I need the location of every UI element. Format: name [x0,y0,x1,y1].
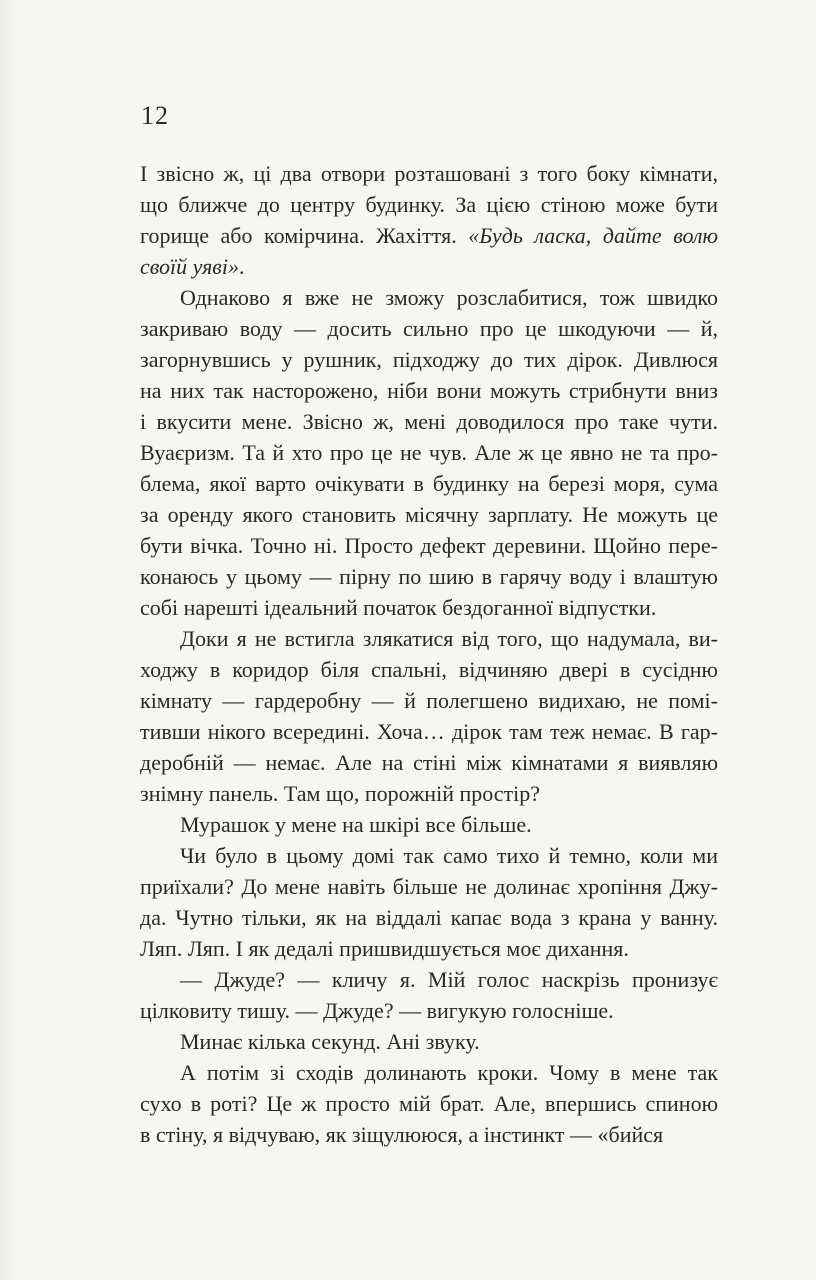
text-line: Ляп. Ляп. І як дедалі пришвидшується моє дихання. [140,936,629,961]
paragraph [140,282,718,623]
paragraph [140,158,718,282]
text-line: закриваю воду — досить сильно про це шкодуючи — й, [140,316,718,341]
text-line: І звісно ж, ці два отвори розташовані з того боку кімнати, [140,161,718,186]
page-number: 12 [141,101,169,130]
text-line: своїй уяві». [140,254,245,279]
italic-quote: своїй уяві» [140,254,239,279]
scan-edge-shading [0,0,14,1280]
text-line: Минає кілька секунд. Ані звуку. [180,1029,480,1054]
text-line: в стіну, я відчуваю, як зіщулююся, а інстинкт — «бийся [140,1122,664,1147]
text-line: приїхали? До мене навіть більше не долинає хропіння Джу- [140,874,718,899]
text-line: за оренду якого становить місячну зарплату. Не можуть це [140,502,718,527]
text-line: Чи було в цьому домі так само тихо й темно, коли ми [180,843,718,868]
paragraph [140,964,718,1026]
text-line: і вкусити мене. Звісно ж, мені доводилося про таке чути. [140,409,718,434]
paragraph [140,623,718,809]
page-text [140,158,718,1150]
text-line: собі нарешті ідеальний початок бездоганної відпустки. [140,595,657,620]
text-line: ходжу в коридор біля спальні, відчиняю двері в сусідню [140,657,718,682]
text-line: знімну панель. Там що, порожній простір? [140,781,541,806]
text-line: Вуаєризм. Та й хто про це не чув. Але ж це явно не та про- [140,440,718,465]
text-line: Однаково я вже не зможу розслабитися, тож швидко [180,285,718,310]
text-line: Мурашок у мене на шкірі все більше. [180,812,532,837]
text-line: горище або комірчина. Жахіття. «Будь ласка, дайте волю [140,223,719,248]
text-line: — Джуде? — кличу я. Мій голос наскрізь пронизує [180,967,718,992]
text-line: цілковиту тишу. — Джуде? — вигукую голосніше. [140,998,614,1023]
paragraph [140,1026,718,1057]
text-line: на них так насторожено, ніби вони можуть стрибнути вниз [140,378,718,403]
paragraph [140,840,718,964]
paragraph [140,809,718,840]
italic-quote: «Будь ласка, дайте волю [468,223,719,248]
text-line: блема, якої варто очікувати в будинку на березі моря, сума [140,471,718,496]
text-line: да. Чутно тільки, як на віддалі капає вода з крана у ванну. [140,905,718,930]
text-line: сухо в роті? Це ж просто мій брат. Але, впершись спиною [140,1091,718,1116]
text-line: бути вічка. Точно ні. Просто дефект деревини. Щойно пере- [140,533,718,558]
text-line: Доки я не встигла злякатися від того, що надумала, ви- [180,626,718,651]
text-line: тивши нікого всередині. Хоча… дірок там теж немає. В гар- [140,719,718,744]
text-line: що ближче до центру будинку. За цією стіною може бути [140,192,718,217]
text-line: конаюсь у цьому — пірну по шию в гарячу воду і влаштую [140,564,718,589]
paragraph [140,1057,718,1150]
text-line: деробній — немає. Але на стіні між кімнатами я виявляю [140,750,718,775]
text-line: загорнувшись у рушник, підходжу до тих дірок. Дивлюся [140,347,718,372]
text-line: А потім зі сходів долинають кроки. Чому в мене так [180,1060,718,1085]
text-line: кімнату — гардеробну — й полегшено видихаю, не помі- [140,688,718,713]
